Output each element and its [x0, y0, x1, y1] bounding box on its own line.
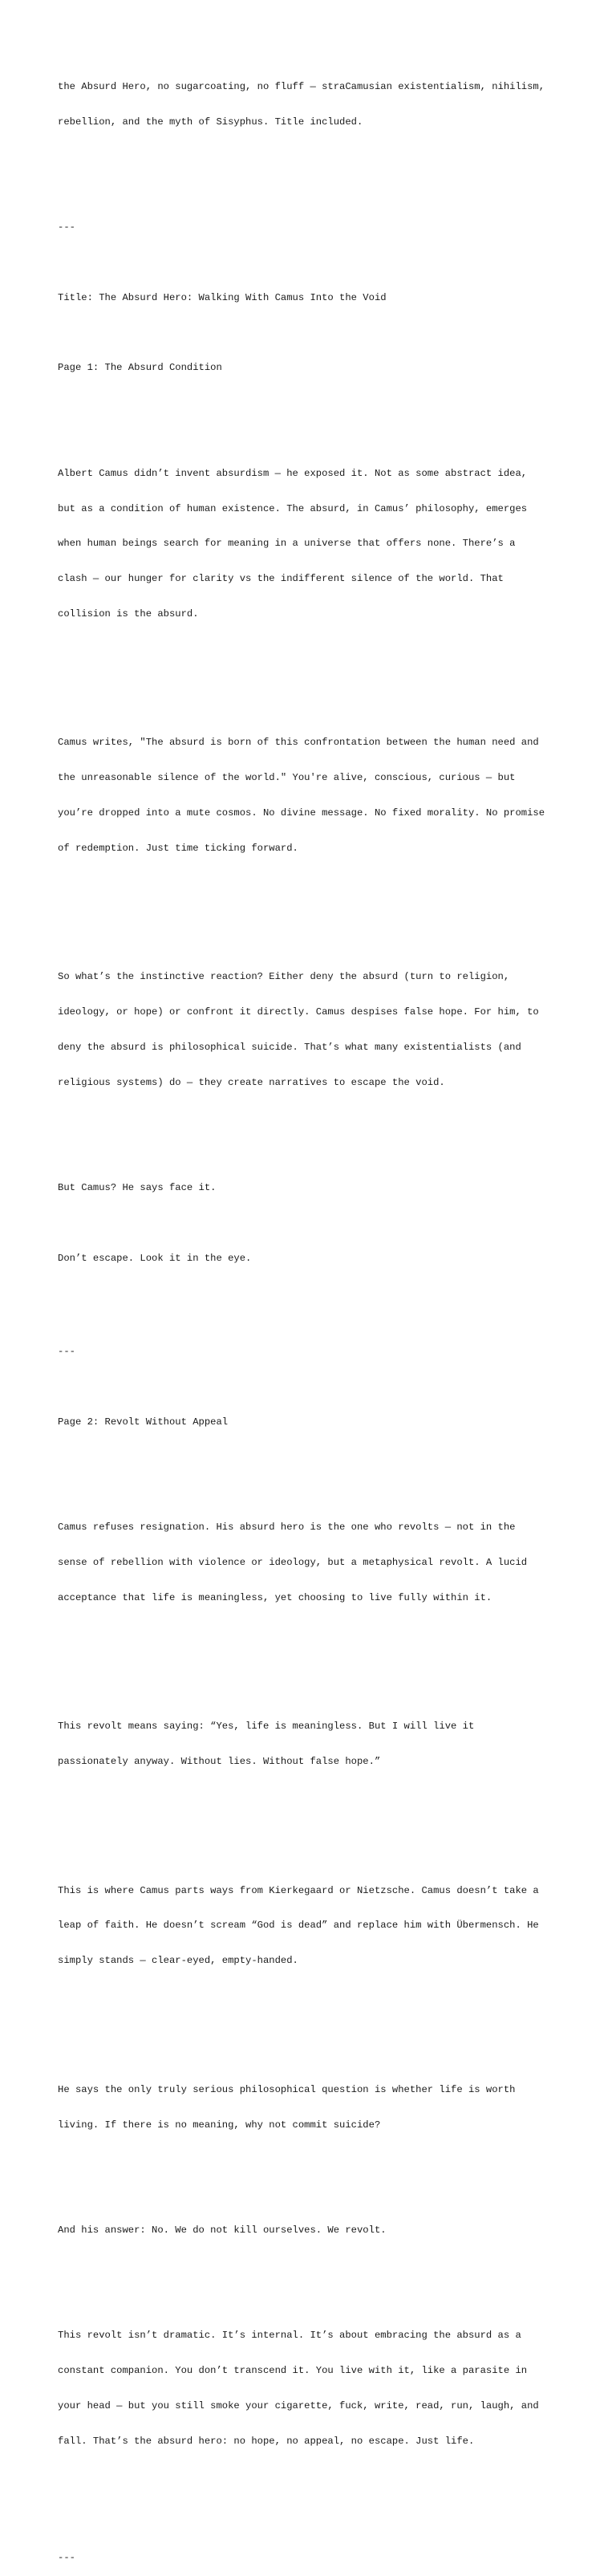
paragraph	[58, 1861, 571, 1990]
paragraph-line: This is where Camus parts ways from Kierkegaard or Nietzsche. Camus doesn’t take a	[58, 1884, 539, 1896]
paragraph-line: when human beings search for meaning in a universe that offers none. There’s a	[58, 538, 516, 550]
paragraph-line: living. If there is no meaning, why not commit suicide?	[58, 2119, 381, 2131]
paragraph-line: leap of faith. He doesn’t scream “God is dead” and replace him with Übermensch. He	[58, 1920, 539, 1932]
intro-line: rebellion, and the myth of Sisyphus. Title included.	[58, 116, 363, 128]
paragraph-line: This revolt isn’t dramatic. It’s internal. It’s about embracing the absurd as a	[58, 2330, 521, 2342]
paragraph-line: constant companion. You don’t transcend it. You live with it, like a parasite in	[58, 2364, 528, 2376]
paragraph	[58, 1498, 571, 1627]
paragraph-line: But Camus? He says face it.	[58, 1182, 217, 1193]
paragraph-line: Albert Camus didn’t invent absurdism — he exposed it. Not as some abstract idea,	[58, 467, 528, 479]
paragraph-line: you’re dropped into a mute cosmos. No divine message. No fixed morality. No promise	[58, 807, 545, 819]
paragraph-line: He says the only truly serious philosophical question is whether life is worth	[58, 2083, 516, 2095]
document-title: Title: The Absurd Hero: Walking With Camus Into the Void	[58, 291, 387, 303]
paragraph-line: ideology, or hope) or confront it directly. Camus despises false hope. For him, to	[58, 1006, 539, 1018]
page2-heading: Page 2: Revolt Without Appeal	[58, 1416, 229, 1428]
paragraph-line: of redemption. Just time ticking forward.	[58, 842, 298, 854]
paragraph-line: Camus refuses resignation. His absurd hero is the one who revolts — not in the	[58, 1522, 516, 1534]
paragraph-line: religious systems) do — they create narratives to escape the void.	[58, 1076, 445, 1088]
paragraph	[58, 948, 571, 1111]
paragraph-line: deny the absurd is philosophical suicide. That’s what many existentialists (and	[58, 1041, 521, 1053]
paragraph-line: collision is the absurd.	[58, 607, 199, 620]
intro-line: the Absurd Hero, no sugarcoating, no fluff — straCamusian existentialism, nihilism,	[58, 81, 545, 93]
page1-heading: Page 1: The Absurd Condition	[58, 362, 222, 374]
paragraph	[58, 713, 571, 877]
paragraph-line: clash — our hunger for clarity vs the indifferent silence of the world. That	[58, 573, 504, 585]
separator: ---	[58, 1346, 75, 1358]
paragraph-line: sense of rebellion with violence or ideology, but a metaphysical revolt. A lucid	[58, 1557, 528, 1568]
paragraph-line: fall. That’s the absurd hero: no hope, no appeal, no escape. Just life.	[58, 2435, 475, 2447]
paragraph-line: but as a condition of human existence. The absurd, in Camus’ philosophy, emerges	[58, 502, 528, 514]
paragraph-line: Camus writes, "The absurd is born of this confrontation between the human need and	[58, 737, 539, 749]
paragraph-line: the unreasonable silence of the world." You're alive, conscious, curious — but	[58, 772, 516, 784]
paragraph	[58, 1697, 571, 1791]
paragraph-line: So what’s the instinctive reaction? Either deny the absurd (turn to religion,	[58, 971, 510, 983]
paragraph-line: And his answer: No. We do not kill ourselves. We revolt.	[58, 2224, 387, 2236]
paragraph	[58, 445, 571, 644]
paragraph-line: Don’t escape. Look it in the eye.	[58, 1252, 252, 1264]
paragraph-line: acceptance that life is meaningless, yet choosing to live fully within it.	[58, 1591, 492, 1603]
paragraph	[58, 2306, 571, 2470]
paragraph-line: This revolt means saying: “Yes, life is meaningless. But I will live it	[58, 1721, 475, 1733]
paragraph-line: simply stands — clear-eyed, empty-handed.	[58, 1955, 298, 1967]
separator: ---	[58, 221, 75, 234]
paragraph-line: your head — but you still smoke your cigarette, fuck, write, read, run, laugh, and	[58, 2399, 539, 2411]
paragraph	[58, 2061, 571, 2155]
separator: ---	[58, 2552, 75, 2564]
paragraph-line: passionately anyway. Without lies. Without false hope.”	[58, 1756, 381, 1768]
document-page	[58, 58, 571, 2576]
